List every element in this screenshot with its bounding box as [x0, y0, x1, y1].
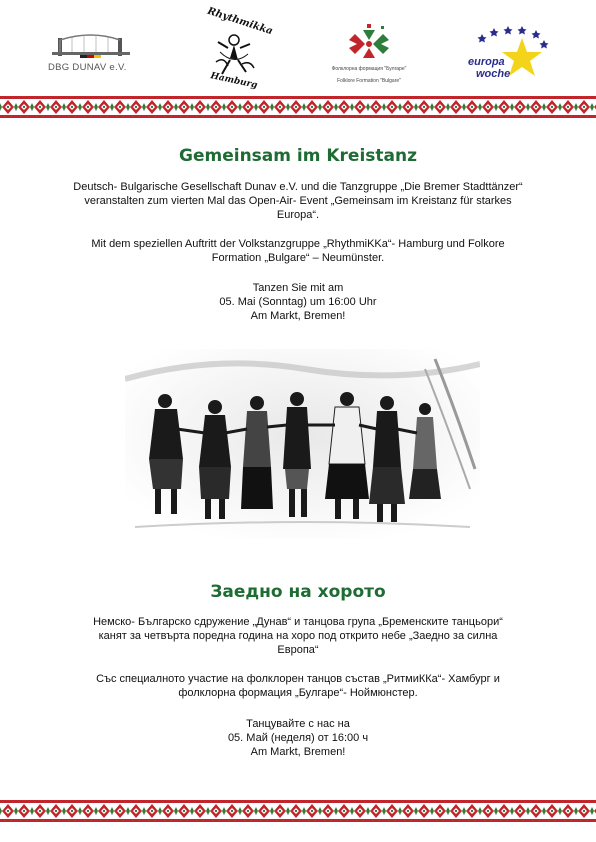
bulgarian-intro-line: Европа“ [277, 643, 319, 656]
german-invite-line: Tanzen Sie mit am [252, 282, 344, 294]
hamburg-logo-word: Hamburg [209, 71, 259, 91]
bulgare-logo-line1: Фолклорна формация "Булгаре" [331, 66, 407, 72]
german-guest-line: Formation „Bulgare“ – Neumünster. [211, 251, 385, 264]
bulgarian-intro-line: канят за четвърта поредна година на хоро под открито небе „Заедно за силна [98, 629, 498, 642]
bulgarian-date-line: 05. Май (неделя) от 16:00 ч [227, 731, 369, 744]
woche-word: woche [476, 68, 511, 80]
europawoche-logo [462, 24, 552, 84]
bridge-icon [52, 34, 130, 60]
bulgarian-intro-line: Немско- Българско сдружение „Дунав“ и танцова група „Бременските танцьори“ [93, 616, 503, 628]
circle-dance-illustration [125, 349, 480, 539]
bulgarian-title: Заедно на хорото [210, 582, 386, 602]
bulgare-logo [326, 22, 412, 88]
europa-word: europa [468, 56, 505, 68]
bulgarian-event-details [0, 718, 596, 759]
bulgarian-invite-line: Танцувайте с нас на [246, 718, 350, 730]
bulgare-logo-line2: Folklore Formation "Bulgare" [337, 78, 401, 84]
german-intro-line: Deutsch- Bulgarische Gesellschaft Dunav e.V. und die Tanzgruppe „Die Bremer Stadttänzer“ [73, 181, 523, 193]
dbg-dunav-logo [48, 34, 134, 76]
german-guest-paragraph [0, 238, 596, 266]
german-event-details [0, 282, 596, 323]
bulgarian-guest-line: фолклорна формация „Булгаре“- Ноймюнстер. [178, 686, 418, 699]
rhythm-logo-word: Rhythmikka [205, 5, 275, 38]
logo-bar [0, 5, 596, 92]
bulgarian-guest-line: Със специалното участие на фолклорен танцов състав „РитмиККа“- Хамбург и [96, 673, 500, 685]
bulgarian-place-line: Am Markt, Bremen! [250, 745, 346, 758]
german-intro-line: veranstalten zum vierten Mal das Open-Air- Event „Gemeinsam im Kreistanz für starkes [84, 194, 512, 207]
german-intro-paragraph [0, 181, 596, 222]
german-intro-line: Europa“. [276, 208, 320, 221]
folk-border-bottom [0, 800, 596, 822]
folk-ornament-icon [326, 22, 412, 66]
dbg-logo-text: DBG DUNAV e.V. [48, 62, 127, 73]
folk-border-top [0, 96, 596, 118]
german-date-line: 05. Mai (Sonntag) um 16:00 Uhr [219, 295, 377, 308]
german-title: Gemeinsam im Kreistanz [179, 146, 417, 166]
german-place-line: Am Markt, Bremen! [250, 309, 346, 322]
rhythmikka-logo [204, 5, 275, 92]
bulgarian-intro-paragraph [0, 616, 596, 657]
german-guest-line: Mit dem speziellen Auftritt der Volkstanzgruppe „RhythmiKKa“- Hamburg und Folkore [91, 238, 505, 250]
bulgarian-guest-paragraph [0, 673, 596, 701]
